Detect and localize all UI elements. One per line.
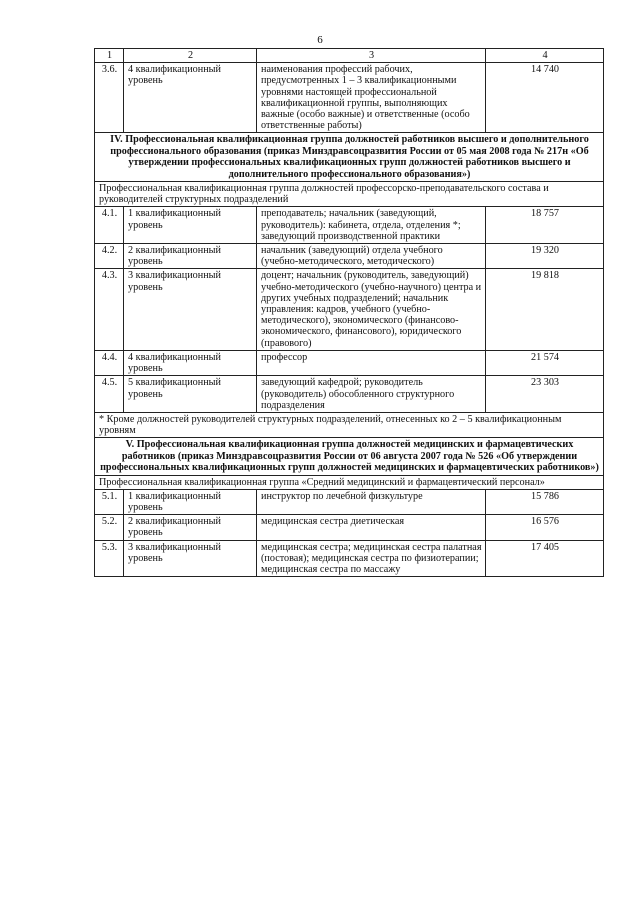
header-cell: 2	[124, 49, 257, 63]
table-row	[95, 515, 604, 540]
section-title: IV. Профессиональная квалификационная группа должностей работников высшего и дополнительного профессионального образования (приказ Минздравсоцразвития России от 05 мая 2008 года № 217н «Об утверждении профессиональных квалификационных групп должностей работников высшего и дополнительного профессионального образования»)	[95, 133, 604, 182]
qualification-level: 4 квалификационный уровень	[124, 350, 257, 375]
row-number: 5.1.	[95, 489, 124, 514]
positions: преподаватель; начальник (заведующий, руководитель): кабинета, отдела, отделения *; заведующий производственной практики	[257, 207, 486, 244]
salary: 17 405	[486, 540, 604, 577]
table-header-row	[95, 49, 604, 63]
footnote-row	[95, 412, 604, 437]
header-cell: 1	[95, 49, 124, 63]
page-number: 6	[317, 34, 323, 46]
salary: 19 818	[486, 269, 604, 350]
positions: доцент; начальник (руководитель, заведующий) учебно-методического (учебно-научного) центра и других учебных подразделений; начальник управления: кадров, учебного (учебно-методического), экономического (финансово-экономического, финансового), юридического (правового)	[257, 269, 486, 350]
positions: наименования профессий рабочих, предусмотренных 1 – 3 квалификационными уровнями настоящей профессиональной квалификационной группы, выполняющих важные (особо важные) и ответственные (особо ответственные работы)	[257, 63, 486, 133]
positions: начальник (заведующий) отдела учебного (учебно-методического, методического)	[257, 244, 486, 269]
salary: 14 740	[486, 63, 604, 133]
qualification-level: 5 квалификационный уровень	[124, 376, 257, 413]
salary: 15 786	[486, 489, 604, 514]
row-number: 3.6.	[95, 63, 124, 133]
table-row	[95, 269, 604, 350]
row-number: 4.3.	[95, 269, 124, 350]
row-number: 4.2.	[95, 244, 124, 269]
qualification-level: 1 квалификационный уровень	[124, 489, 257, 514]
qualification-level: 2 квалификационный уровень	[124, 244, 257, 269]
group-title: Профессиональная квалификационная группа «Средний медицинский и фармацевтический персонал»	[95, 475, 604, 489]
section-heading	[95, 438, 604, 475]
positions: профессор	[257, 350, 486, 375]
positions: заведующий кафедрой; руководитель (руководитель) обособленного структурного подразделения	[257, 376, 486, 413]
qualification-level: 1 квалификационный уровень	[124, 207, 257, 244]
salary: 18 757	[486, 207, 604, 244]
table-row	[95, 376, 604, 413]
qualification-level: 3 квалификационный уровень	[124, 540, 257, 577]
row-number: 4.5.	[95, 376, 124, 413]
footnote: * Кроме должностей руководителей структурных подразделений, отнесенных ко 2 – 5 квалификационным уровням	[95, 412, 604, 437]
positions: медицинская сестра диетическая	[257, 515, 486, 540]
positions: инструктор по лечебной физкультуре	[257, 489, 486, 514]
salary: 23 303	[486, 376, 604, 413]
salary-table	[94, 48, 604, 577]
salary: 21 574	[486, 350, 604, 375]
row-number: 4.1.	[95, 207, 124, 244]
salary: 16 576	[486, 515, 604, 540]
section-heading	[95, 133, 604, 182]
section-title: V. Профессиональная квалификационная группа должностей медицинских и фармацевтических работников (приказ Минздравсоцразвития России от 06 августа 2007 года № 526 «Об утверждении профессиональных квалификационных групп должностей медицинских и фармацевтических работников»)	[95, 438, 604, 475]
group-row	[95, 475, 604, 489]
table-row	[95, 489, 604, 514]
group-title: Профессиональная квалификационная группа должностей профессорско-преподавательского состава и руководителей структурных подразделений	[95, 182, 604, 207]
table-row	[95, 350, 604, 375]
qualification-level: 2 квалификационный уровень	[124, 515, 257, 540]
table-row	[95, 244, 604, 269]
group-row	[95, 182, 604, 207]
table-row	[95, 63, 604, 133]
header-cell: 4	[486, 49, 604, 63]
positions: медицинская сестра; медицинская сестра палатная (постовая); медицинская сестра по физиотерапии; медицинская сестра по массажу	[257, 540, 486, 577]
table-row	[95, 207, 604, 244]
row-number: 5.3.	[95, 540, 124, 577]
salary: 19 320	[486, 244, 604, 269]
row-number: 4.4.	[95, 350, 124, 375]
qualification-level: 3 квалификационный уровень	[124, 269, 257, 350]
row-number: 5.2.	[95, 515, 124, 540]
qualification-level: 4 квалификационный уровень	[124, 63, 257, 133]
table-row	[95, 540, 604, 577]
header-cell: 3	[257, 49, 486, 63]
